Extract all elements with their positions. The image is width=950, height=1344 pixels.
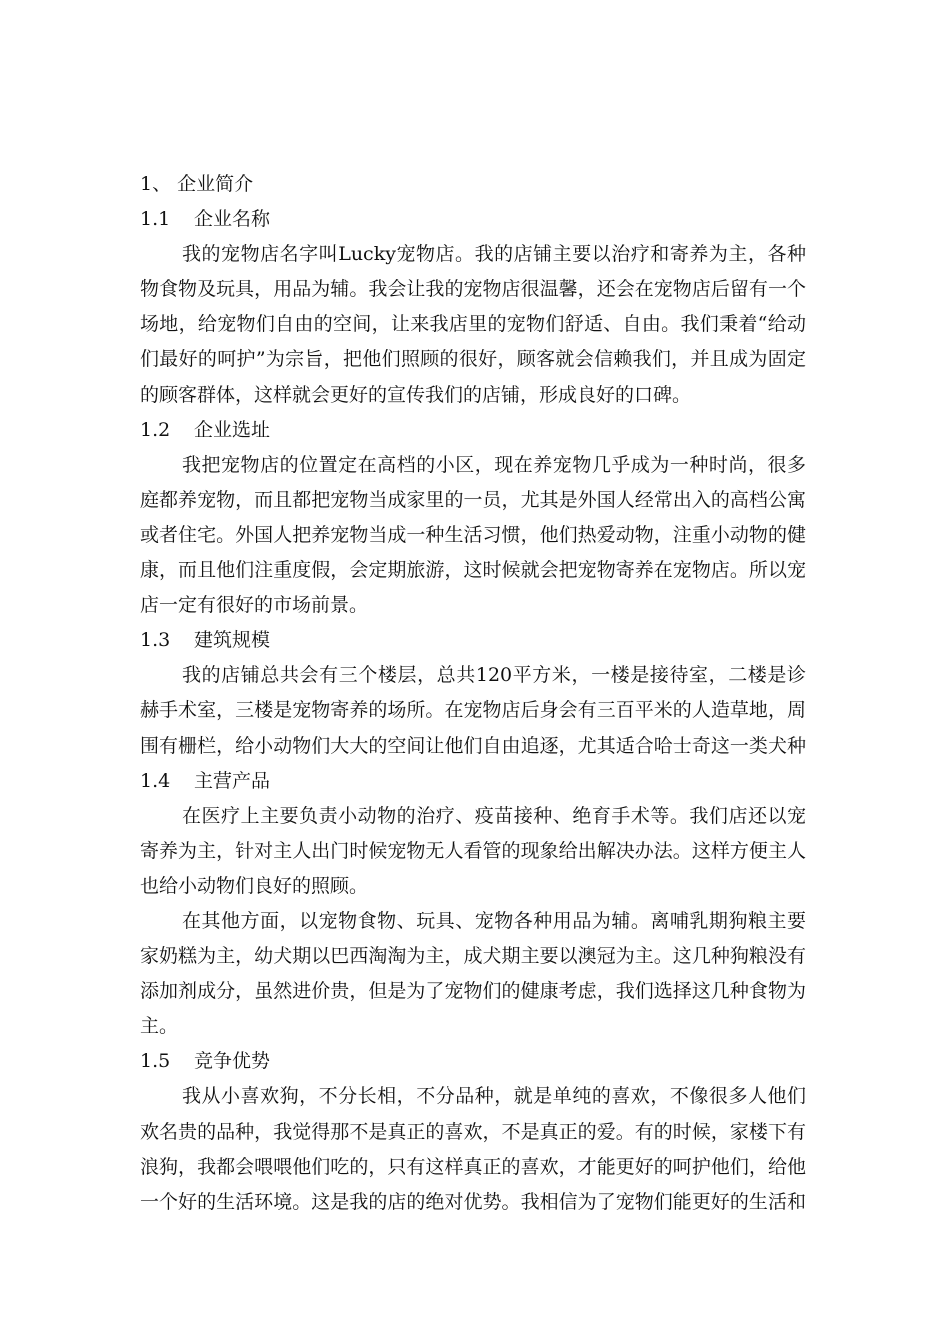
section-number: 1.2 xyxy=(140,418,171,441)
paragraph-line: 店一定有很好的市场前景。 xyxy=(140,594,369,617)
paragraph-line: 们最好的呵护”为宗旨，把他们照顾的很好，顾客就会信赖我们，并且成为固定 xyxy=(140,348,806,371)
paragraph-line: 添加剂成分，虽然进价贵，但是为了宠物们的健康考虑，我们选择这几种食物为 xyxy=(140,980,806,1003)
section-heading-text: 竞争优势 xyxy=(194,1050,271,1073)
paragraph-line: 一个好的生活环境。这是我的店的绝对优势。我相信为了宠物们能更好的生活和 xyxy=(140,1190,806,1213)
section-heading-text: 主营产品 xyxy=(194,769,271,792)
paragraph-line: 家奶糕为主，幼犬期以巴西淘淘为主，成犬期主要以澳冠为主。这几种狗粮没有 xyxy=(140,945,806,968)
section-heading-text: 企业名称 xyxy=(194,208,271,231)
paragraph-line: 在医疗上主要负责小动物的治疗、疫苗接种、绝育手术等。我们店还以宠 xyxy=(182,804,806,827)
section-heading-text: 建筑规模 xyxy=(194,629,271,652)
paragraph-line: 我从小喜欢狗，不分长相，不分品种，就是单纯的喜欢，不像很多人他们 xyxy=(182,1085,806,1108)
section-number: 1.5 xyxy=(140,1050,171,1073)
paragraph-line: 庭都养宠物，而且都把宠物当成家里的一员，尤其是外国人经常出入的高档公寓 xyxy=(140,488,806,511)
paragraph xyxy=(140,658,806,763)
paragraph-line: 场地，给宠物们自由的空间，让来我店里的宠物们舒适、自由。我们秉着“给动 xyxy=(140,313,806,336)
paragraph-line: 康，而且他们注重度假，会定期旅游，这时候就会把宠物寄养在宠物店。所以宠 xyxy=(140,559,806,582)
paragraph-line: 浪狗，我都会喂喂他们吃的，只有这样真正的喜欢，才能更好的呵护他们，给他 xyxy=(140,1155,806,1178)
paragraph-line: 的顾客群体，这样就会更好的宣传我们的店铺，形成良好的口碑。 xyxy=(140,383,692,406)
section-heading xyxy=(140,202,806,237)
section-number: 1.1 xyxy=(140,208,171,231)
section-number: 1.3 xyxy=(140,629,171,652)
paragraph xyxy=(140,1079,806,1219)
paragraph-line: 我把宠物店的位置定在高档的小区，现在养宠物几乎成为一种时尚，很多 xyxy=(182,453,806,476)
paragraph xyxy=(140,799,806,904)
paragraph-line: 主。 xyxy=(140,1015,179,1038)
paragraph xyxy=(140,904,806,1044)
paragraph-line: 寄养为主，针对主人出门时候宠物无人看管的现象给出解决办法。这样方便主人 xyxy=(140,839,806,862)
paragraph-line: 在其他方面，以宠物食物、玩具、宠物各种用品为辅。离哺乳期狗粮主要 xyxy=(182,909,806,932)
paragraph-line: 围有栅栏，给小动物们大大的空间让他们自由追逐，尤其适合哈士奇这一类犬种 xyxy=(140,734,806,757)
section-heading-text: 企业选址 xyxy=(194,418,271,441)
paragraph-line: 赫手术室，三楼是宠物寄养的场所。在宠物店后身会有三百平米的人造草地，周 xyxy=(140,699,806,722)
section-number: 1.4 xyxy=(140,769,171,792)
section-heading xyxy=(140,1044,806,1079)
paragraph xyxy=(140,237,806,412)
document-page xyxy=(140,167,806,1220)
paragraph-line: 我的店铺总共会有三个楼层，总共120平方米，一楼是接待室，二楼是诊 xyxy=(182,664,806,687)
section-heading xyxy=(140,764,806,799)
paragraph-line: 欢名贵的品种，我觉得那不是真正的喜欢，不是真正的爱。有的时候，家楼下有 xyxy=(140,1120,806,1143)
document-title: 1、 企业简介 xyxy=(140,173,254,195)
section-heading xyxy=(140,413,806,448)
paragraph xyxy=(140,448,806,623)
paragraph-line: 物食物及玩具，用品为辅。我会让我的宠物店很温馨，还会在宠物店后留有一个 xyxy=(140,278,806,301)
paragraph-line: 也给小动物们良好的照顾。 xyxy=(140,874,369,897)
paragraph-line: 我的宠物店名字叫Lucky宠物店。我的店铺主要以治疗和寄养为主，各种 xyxy=(182,243,806,266)
paragraph-line: 或者住宅。外国人把养宠物当成一种生活习惯，他们热爱动物，注重小动物的健 xyxy=(140,523,806,546)
section-heading xyxy=(140,623,806,658)
